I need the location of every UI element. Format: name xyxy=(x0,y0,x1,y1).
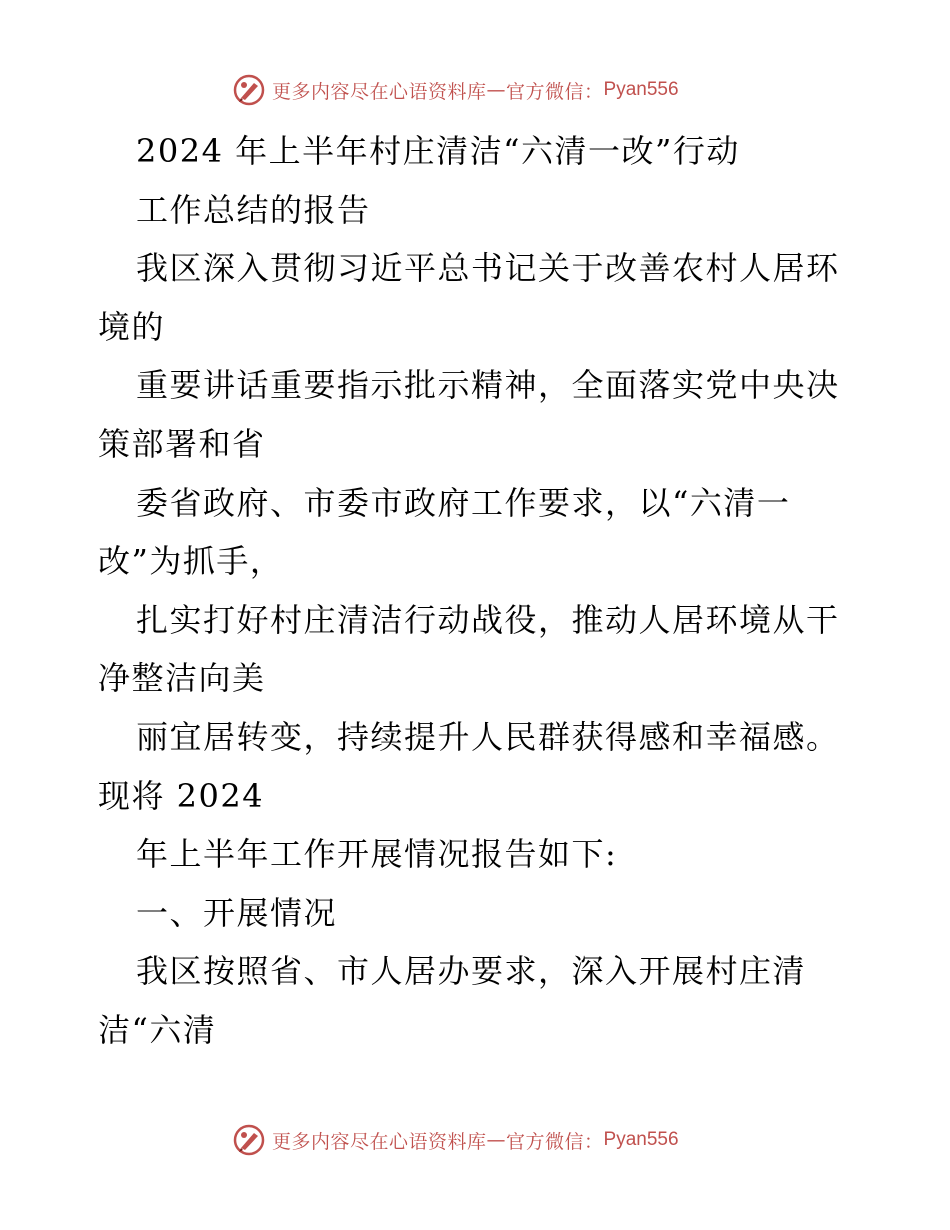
body-line: 境的 xyxy=(98,307,166,346)
body-line: 现将 2024 xyxy=(98,776,265,815)
watermark-wechat-label: 官方微信： xyxy=(506,80,604,103)
footer-watermark xyxy=(232,1120,752,1160)
body-line: 改”为抓手， xyxy=(98,542,284,581)
body-line: 重要讲话重要指示批示精神，全面落实党中央决 xyxy=(136,366,840,405)
pen-logo-icon xyxy=(232,1123,266,1157)
watermark-dash: — xyxy=(486,79,507,101)
watermark-dash: — xyxy=(486,1129,507,1151)
watermark-wechat-id: Pyan556 xyxy=(603,1129,679,1150)
watermark-wechat-label: 官方微信： xyxy=(506,1130,604,1153)
watermark-site-text: 更多内容尽在心语资料库 xyxy=(272,80,487,103)
body-line: 丽宜居转变，持续提升人民群获得感和幸福感。 xyxy=(136,717,840,756)
body-line: 年上半年工作开展情况报告如下: xyxy=(136,835,618,874)
body-line: 委省政府、市委市政府工作要求，以“六清一 xyxy=(136,483,791,522)
body-line: 净整洁向美 xyxy=(98,659,266,698)
body-line: 扎实打好村庄清洁行动战役，推动人居环境从干 xyxy=(136,600,840,639)
section-heading: 一、开展情况 xyxy=(136,893,338,932)
document-body xyxy=(98,122,858,1060)
pen-logo-icon xyxy=(232,73,266,107)
body-line: 洁“六清 xyxy=(98,1010,217,1049)
body-line: 策部署和省 xyxy=(98,424,266,463)
body-line: 2024 年上半年村庄清洁“六清一改”行动 xyxy=(136,132,740,170)
body-line: 我区深入贯彻习近平总书记关于改善农村人居环 xyxy=(136,249,840,288)
body-line: 我区按照省、市人居办要求，深入开展村庄清 xyxy=(136,952,807,991)
watermark-wechat-id: Pyan556 xyxy=(603,79,679,100)
watermark-site-text: 更多内容尽在心语资料库 xyxy=(272,1130,487,1153)
header-watermark xyxy=(232,70,752,110)
body-line: 工作总结的报告 xyxy=(136,190,371,229)
